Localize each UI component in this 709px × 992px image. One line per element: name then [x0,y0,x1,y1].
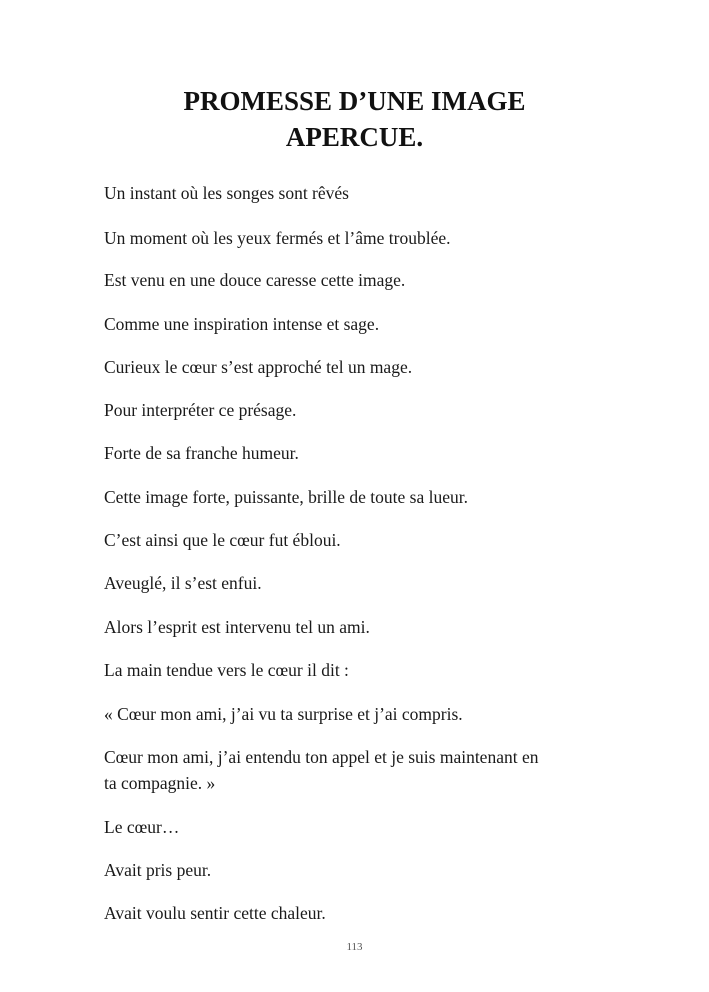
verse-line: Forte de sa franche humeur. [104,443,299,463]
page-number: 113 [346,941,363,953]
verse-line: Cœur mon ami, j’ai entendu ton appel et je suis maintenant en [104,747,539,767]
verse-line: Aveuglé, il s’est enfui. [104,573,262,593]
verse-line: Un moment où les yeux fermés et l’âme troublée. [104,228,451,248]
verse-line: Cette image forte, puissante, brille de toute sa lueur. [104,487,468,507]
verse-line: Est venu en une douce caresse cette image. [104,270,406,290]
verse-line: « Cœur mon ami, j’ai vu ta surprise et j’ai compris. [104,704,463,724]
verse-line: Alors l’esprit est intervenu tel un ami. [104,617,370,637]
verse-line: Comme une inspiration intense et sage. [104,314,380,334]
poem-title-line-1: PROMESSE D’UNE IMAGE [183,86,526,116]
verse-line: Avait voulu sentir cette chaleur. [104,903,326,923]
verse-line: Pour interpréter ce présage. [104,400,297,420]
poem-title-line-2: APERCUE. [285,122,424,152]
verse-line: Avait pris peur. [104,860,212,880]
verse-line: Curieux le cœur s’est approché tel un mage. [104,357,413,377]
verse-line: Le cœur… [104,817,180,837]
verse-line: La main tendue vers le cœur il dit : [104,660,349,680]
verse-line: ta compagnie. » [104,773,216,793]
verse-line: Un instant où les songes sont rêvés [104,183,349,203]
verse-line: C’est ainsi que le cœur fut ébloui. [104,530,341,550]
